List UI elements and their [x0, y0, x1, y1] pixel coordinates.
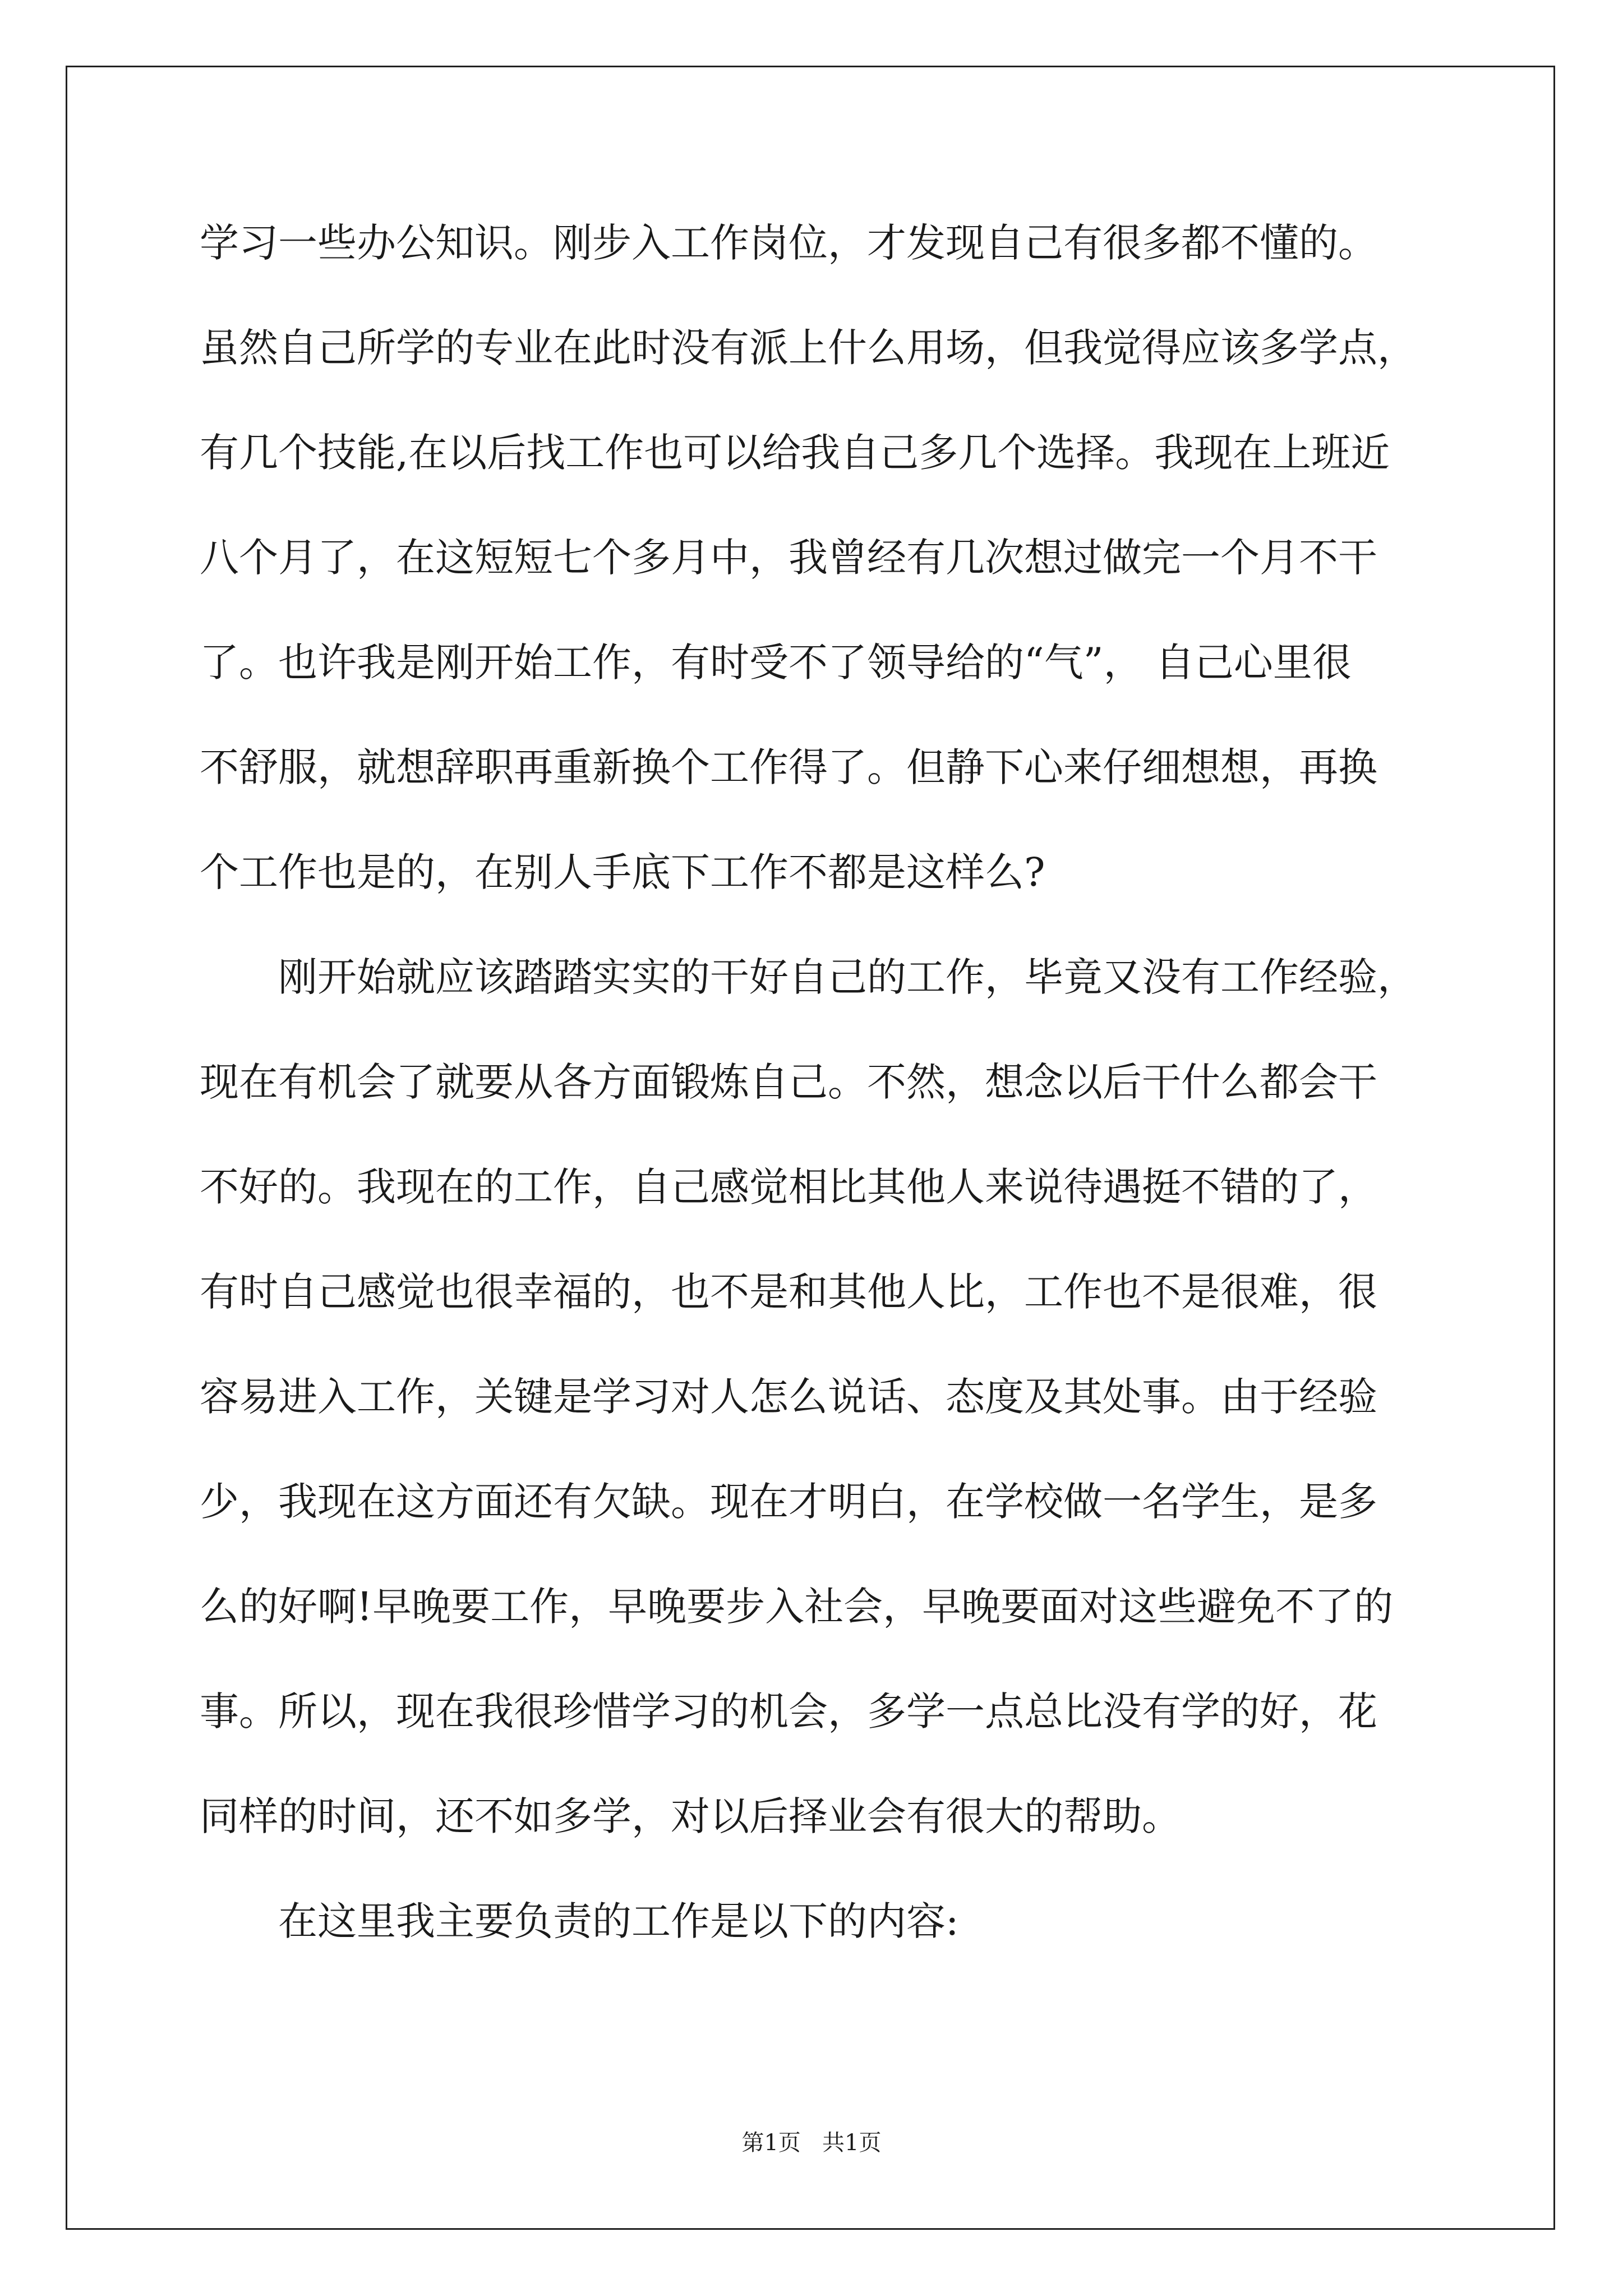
paragraph-first-line: 刚开始就应该踏踏实实的干好自己的工作，毕竟又没有工作经验， [278, 954, 1417, 1000]
text-line: 不舒服，就想辞职再重新换个工作得了。但静下心来仔细想想，再换 [200, 744, 1377, 790]
text-line: 少，我现在这方面还有欠缺。现在才明白，在学校做一名学生，是多 [200, 1479, 1377, 1525]
text-line: 八个月了，在这短短七个多月中，我曾经有几次想过做完一个月不干 [200, 535, 1377, 581]
text-line: 学习一些办公知识。刚步入工作岗位，才发现自己有很多都不懂的。 [200, 220, 1377, 266]
text-line: 么的好啊!早晚要工作，早晚要步入社会，早晚要面对这些避免不了的 [200, 1584, 1394, 1630]
text-line: 虽然自己所学的专业在此时没有派上什么用场，但我觉得应该多学点， [200, 325, 1417, 371]
text-line: 同样的时间，还不如多学，对以后择业会有很大的帮助。 [200, 1793, 1181, 1839]
text-line: 了。也许我是刚开始工作，有时受不了领导给的“气”， 自己心里很 [200, 639, 1352, 685]
text-line: 有几个技能,在以后找工作也可以给我自己多几个选择。我现在上班近 [200, 430, 1390, 476]
text-line: 容易进入工作，关键是学习对人怎么说话、态度及其处事。由于经验 [200, 1374, 1377, 1420]
text-line: 现在有机会了就要从各方面锻炼自己。不然，想念以后干什么都会干 [200, 1059, 1377, 1105]
text-line: 有时自己感觉也很幸福的，也不是和其他人比，工作也不是很难，很 [200, 1269, 1377, 1315]
text-line: 事。所以，现在我很珍惜学习的机会，多学一点总比没有学的好，花 [200, 1688, 1377, 1734]
text-line: 不好的。我现在的工作，自己感觉相比其他人来说待遇挺不错的了， [200, 1164, 1377, 1210]
text-line: 个工作也是的，在别人手底下工作不都是这样么? [200, 849, 1045, 895]
paragraph-first-line: 在这里我主要负责的工作是以下的内容: [278, 1898, 959, 1944]
page-number-footer: 第1页 共1页 [741, 2130, 882, 2156]
